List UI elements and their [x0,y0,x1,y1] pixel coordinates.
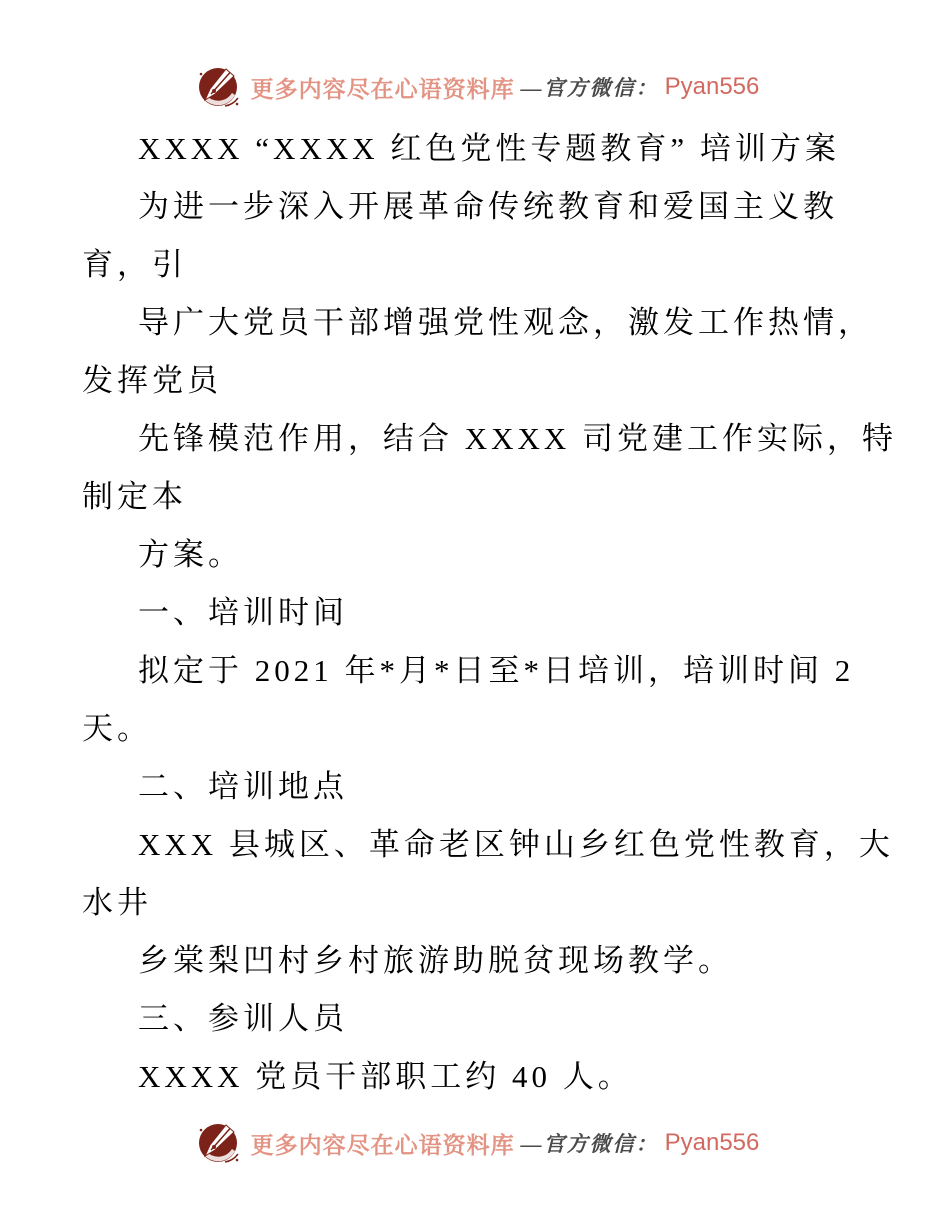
doc-line: 制定本 [82,479,187,514]
watermark-wechat-id: Pyan556 [664,1129,760,1156]
doc-line: 育，引 [82,247,187,282]
doc-line: 导广大党员干部增强党性观念，激发工作热情， [138,305,873,340]
pen-circle-logo-icon [191,62,245,112]
doc-line: 天。 [82,711,152,746]
doc-line: XXX 县城区、革命老区钟山乡红色党性教育，大 [138,827,894,862]
doc-line: 一、培训时间 [138,595,348,630]
watermark-brand-text: 更多内容尽在心语资料库 [250,76,515,102]
header-watermark [0,62,950,112]
watermark-wechat-id: Pyan556 [664,73,760,100]
watermark-wechat-label: —官方微信： [520,1132,659,1156]
doc-line: 乡棠梨凹村乡村旅游助脱贫现场教学。 [138,943,733,978]
doc-line: 先锋模范作用，结合 XXXX 司党建工作实际，特 [138,421,898,456]
watermark-brand-text: 更多内容尽在心语资料库 [250,1132,515,1158]
doc-line: 方案。 [138,537,243,572]
doc-line: XXXX “XXXX 红色党性专题教育” 培训方案 [138,131,840,166]
doc-line: 为进一步深入开展革命传统教育和爱国主义教 [138,189,838,224]
doc-line: 二、培训地点 [138,769,348,804]
document-body [82,120,898,1106]
doc-line: 发挥党员 [82,363,222,398]
watermark-wechat-label: —官方微信： [520,76,659,100]
footer-watermark [0,1118,950,1168]
doc-line: 三、参训人员 [138,1001,348,1036]
doc-line: XXXX 党员干部职工约 40 人。 [138,1059,633,1094]
pen-circle-logo-icon [191,1118,245,1168]
doc-line: 拟定于 2021 年*月*日至*日培训，培训时间 2 [138,653,855,688]
doc-line: 水井 [82,885,152,920]
